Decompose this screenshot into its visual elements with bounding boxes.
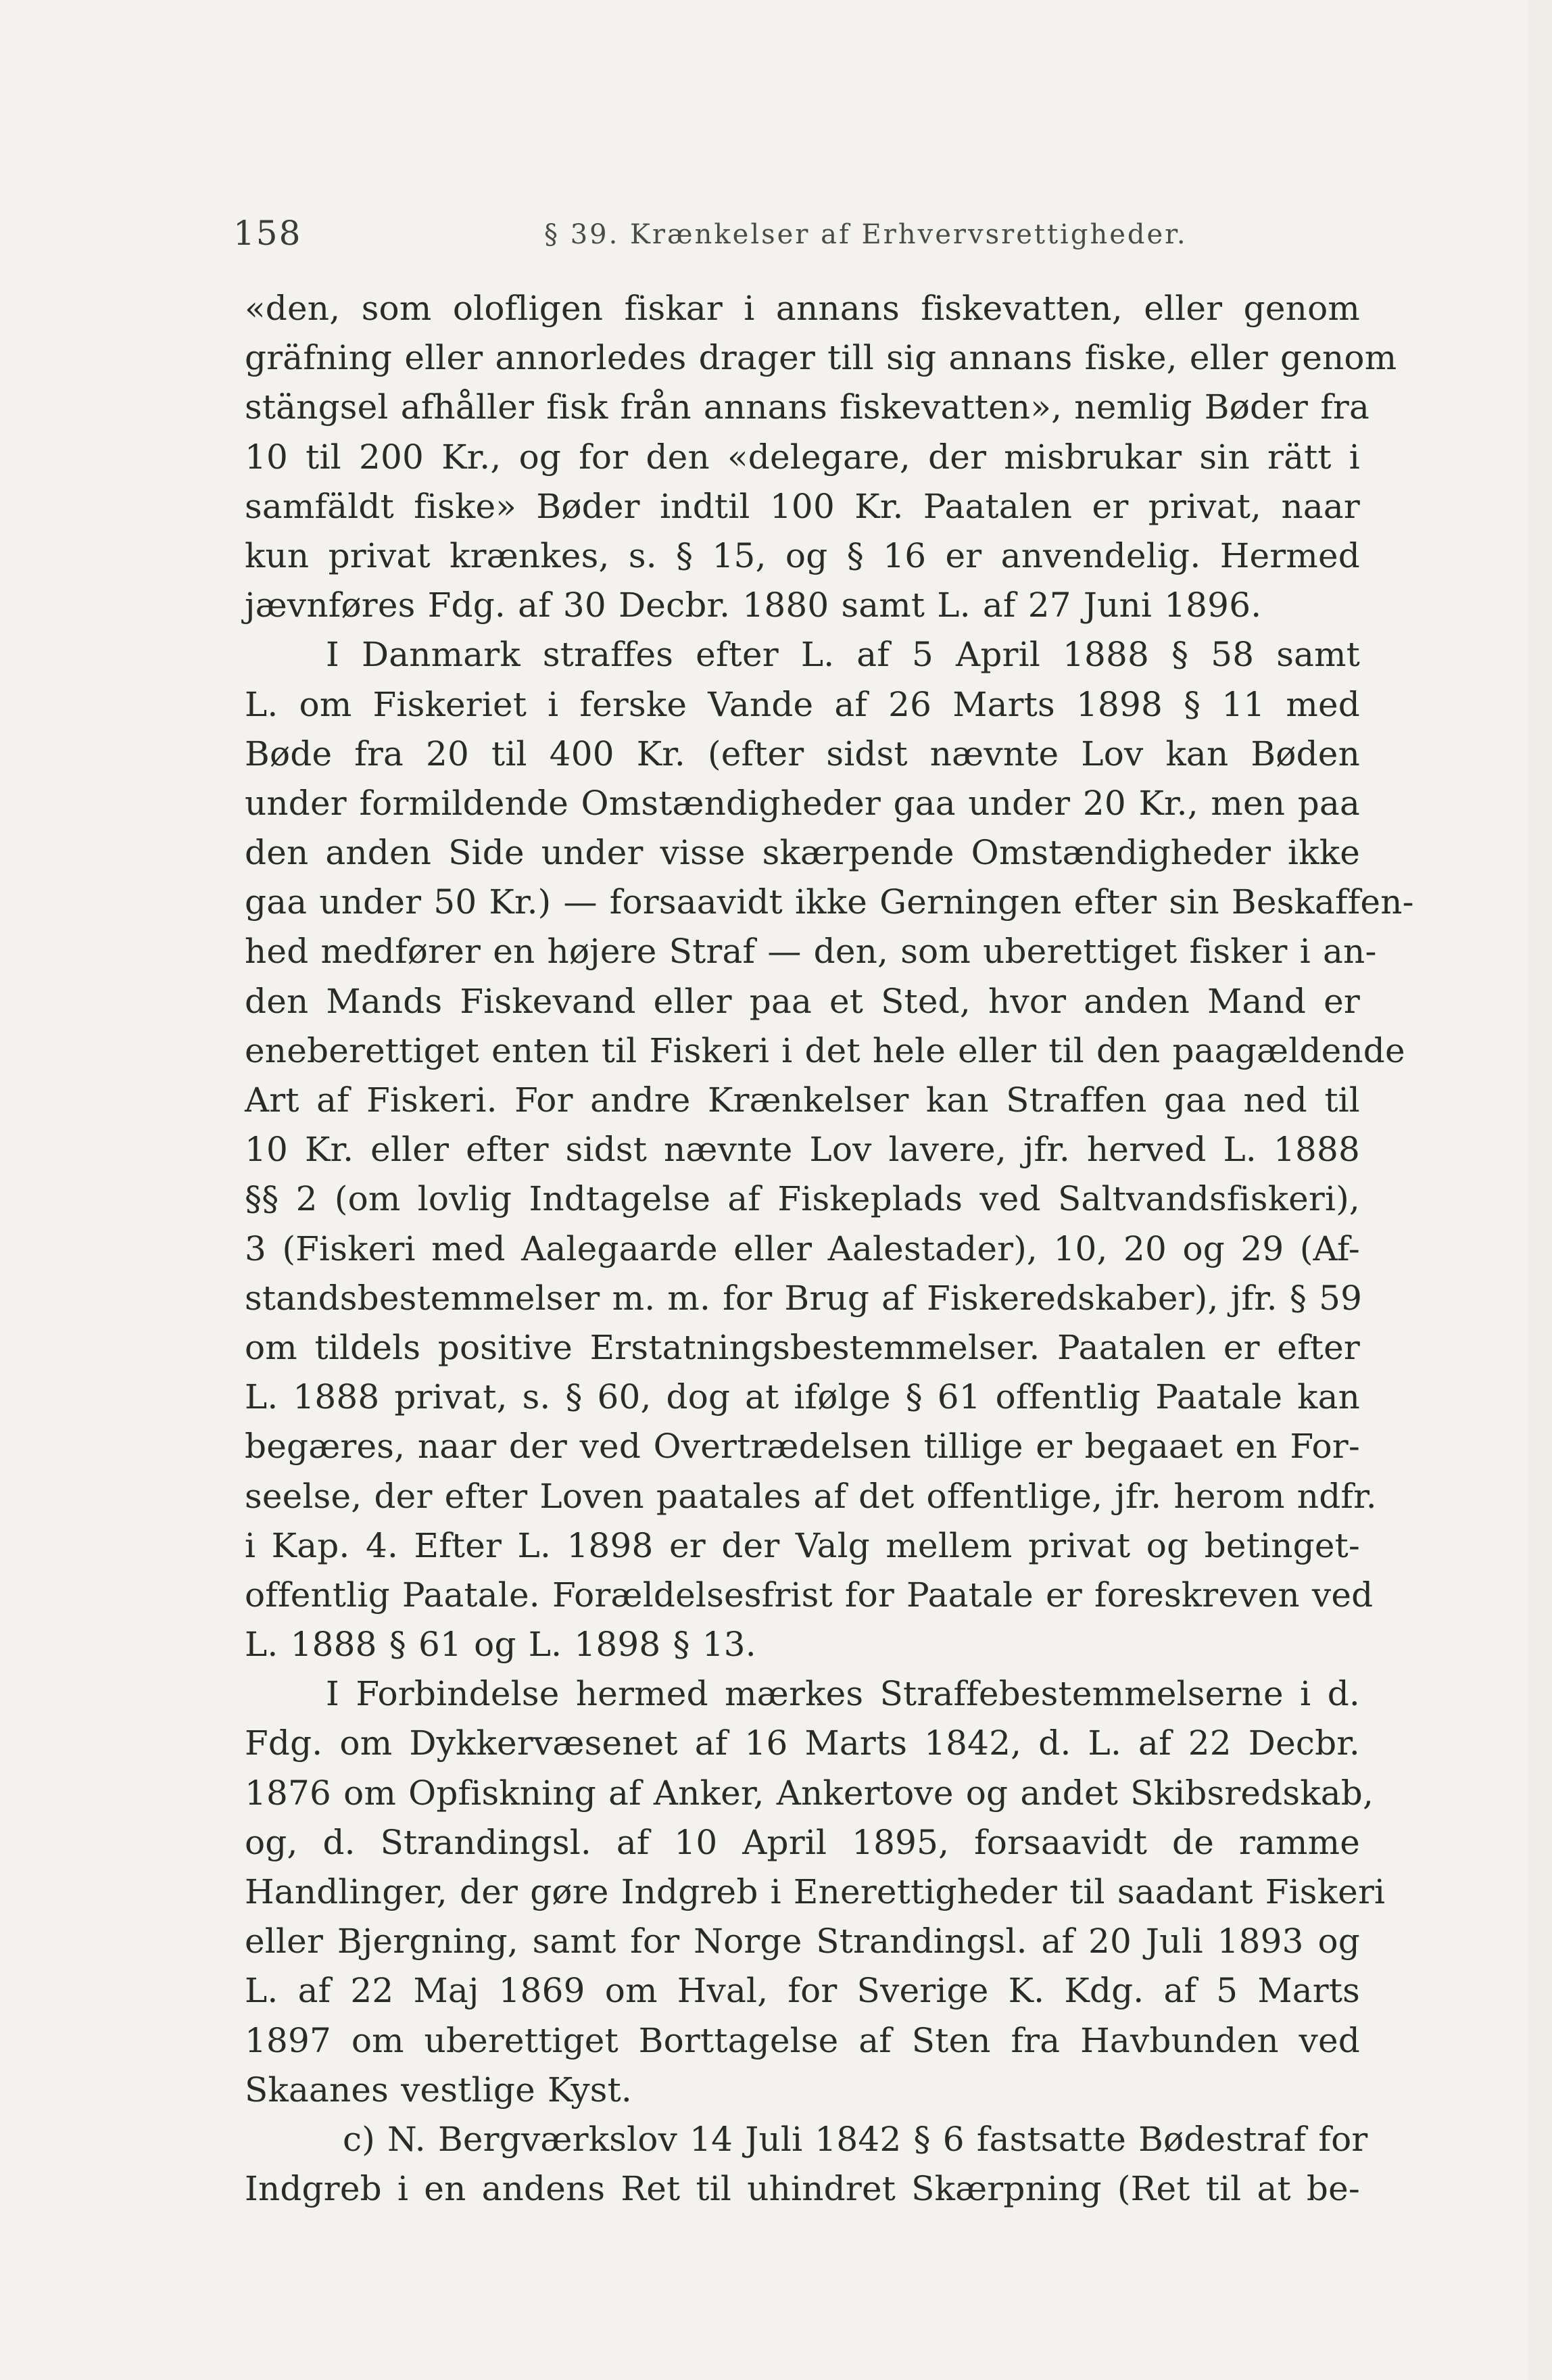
text-line: 10 til 200 Kr., og for den «delegare, der misbrukar sin rätt i bbox=[245, 437, 1360, 477]
text-line: I Danmark straffes efter L. af 5 April 1888 § 58 samt bbox=[326, 635, 1360, 675]
text-line: L. 1888 privat, s. § 60, dog at ifølge § 61 offentlig Paatale kan bbox=[245, 1377, 1360, 1417]
running-title: § 39. Krænkelser af Erhvervsrettigheder. bbox=[544, 219, 1188, 250]
text-line: standsbestemmelser m. m. for Brug af Fiskeredskaber), jfr. § 59 bbox=[245, 1278, 1363, 1318]
text-line: og, d. Strandingsl. af 10 April 1895, forsaavidt de ramme bbox=[245, 1822, 1360, 1862]
text-line: hed medfører en højere Straf — den, som uberettiget fisker i an- bbox=[245, 932, 1377, 972]
text-line: §§ 2 (om lovlig Indtagelse af Fiskeplads ved Saltvandsfiskeri), bbox=[245, 1179, 1360, 1219]
text-line: den anden Side under visse skærpende Omstændigheder ikke bbox=[245, 833, 1360, 873]
text-line: eneberettiget enten til Fiskeri i det hele eller til den paagældende bbox=[245, 1030, 1405, 1070]
text-line: Art af Fiskeri. For andre Krænkelser kan Straffen gaa ned til bbox=[245, 1080, 1360, 1120]
text-line: 1876 om Opfiskning af Anker, Ankertove og andet Skibsredskab, bbox=[245, 1773, 1374, 1813]
text-line: kun privat krænkes, s. § 15, og § 16 er anvendelig. Hermed bbox=[245, 536, 1360, 575]
text-line: 10 Kr. eller efter sidst nævnte Lov lavere, jfr. herved L. 1888 bbox=[245, 1130, 1360, 1170]
text-line: L. af 22 Maj 1869 om Hval, for Sverige K. Kdg. af 5 Marts bbox=[245, 1971, 1360, 2011]
page-header bbox=[233, 203, 1355, 264]
text-line: L. om Fiskeriet i ferske Vande af 26 Marts 1898 § 11 med bbox=[245, 684, 1360, 724]
text-line: samfäldt fiske» Bøder indtil 100 Kr. Paatalen er privat, naar bbox=[245, 486, 1360, 526]
text-line: begæres, naar der ved Overtrædelsen tillige er begaaet en For- bbox=[245, 1427, 1360, 1467]
text-line: offentlig Paatale. Forældelsesfrist for Paatale er foreskreven ved bbox=[245, 1575, 1374, 1615]
text-line: I Forbindelse hermed mærkes Straffebestemmelserne i d. bbox=[326, 1674, 1360, 1714]
text-line: gräfning eller annorledes drager till sig annans fiske, eller genom bbox=[245, 338, 1397, 378]
text-line: 1897 om uberettiget Borttagelse af Sten fra Havbunden ved bbox=[245, 2020, 1360, 2060]
text-line: om tildels positive Erstatningsbestemmelser. Paatalen er efter bbox=[245, 1327, 1360, 1367]
text-line: «den, som olofligen fiskar i annans fiskevatten, eller genom bbox=[245, 289, 1360, 328]
text-line: Fdg. om Dykkervæsenet af 16 Marts 1842, d. L. af 22 Decbr. bbox=[245, 1723, 1360, 1763]
text-line: gaa under 50 Kr.) — forsaavidt ikke Gerningen efter sin Beskaffen- bbox=[245, 882, 1414, 922]
text-line: seelse, der efter Loven paatales af det offentlige, jfr. herom ndfr. bbox=[245, 1476, 1377, 1516]
text-line: stängsel afhåller fisk från annans fiskevatten», nemlig Bøder fra bbox=[245, 387, 1370, 427]
text-line: c) N. Bergværkslov 14 Juli 1842 § 6 fastsatte Bødestraf for bbox=[343, 2119, 1368, 2159]
text-line: L. 1888 § 61 og L. 1898 § 13. bbox=[245, 1625, 756, 1665]
text-line: eller Bjergning, samt for Norge Strandingsl. af 20 Juli 1893 og bbox=[245, 1922, 1360, 1961]
text-line: Indgreb i en andens Ret til uhindret Skærpning (Ret til at be- bbox=[245, 2169, 1360, 2209]
page-number: 158 bbox=[233, 214, 302, 253]
text-line: Skaanes vestlige Kyst. bbox=[245, 2070, 633, 2110]
text-line: jævnføres Fdg. af 30 Decbr. 1880 samt L. af 27 Juni 1896. bbox=[245, 586, 1262, 625]
text-line: 3 (Fiskeri med Aalegaarde eller Aalestader), 10, 20 og 29 (Af- bbox=[245, 1229, 1360, 1268]
body-text bbox=[245, 284, 1414, 2214]
text-line: den Mands Fiskevand eller paa et Sted, hvor anden Mand er bbox=[245, 981, 1360, 1021]
text-line: under formildende Omstændigheder gaa under 20 Kr., men paa bbox=[245, 783, 1360, 823]
text-line: i Kap. 4. Efter L. 1898 er der Valg mellem privat og betinget- bbox=[245, 1525, 1360, 1565]
text-line: Bøde fra 20 til 400 Kr. (efter sidst nævnte Lov kan Bøden bbox=[245, 734, 1360, 774]
page-edge bbox=[1528, 0, 1552, 2380]
text-line: Handlinger, der gøre Indgreb i Enerettigheder til saadant Fiskeri bbox=[245, 1872, 1386, 1911]
